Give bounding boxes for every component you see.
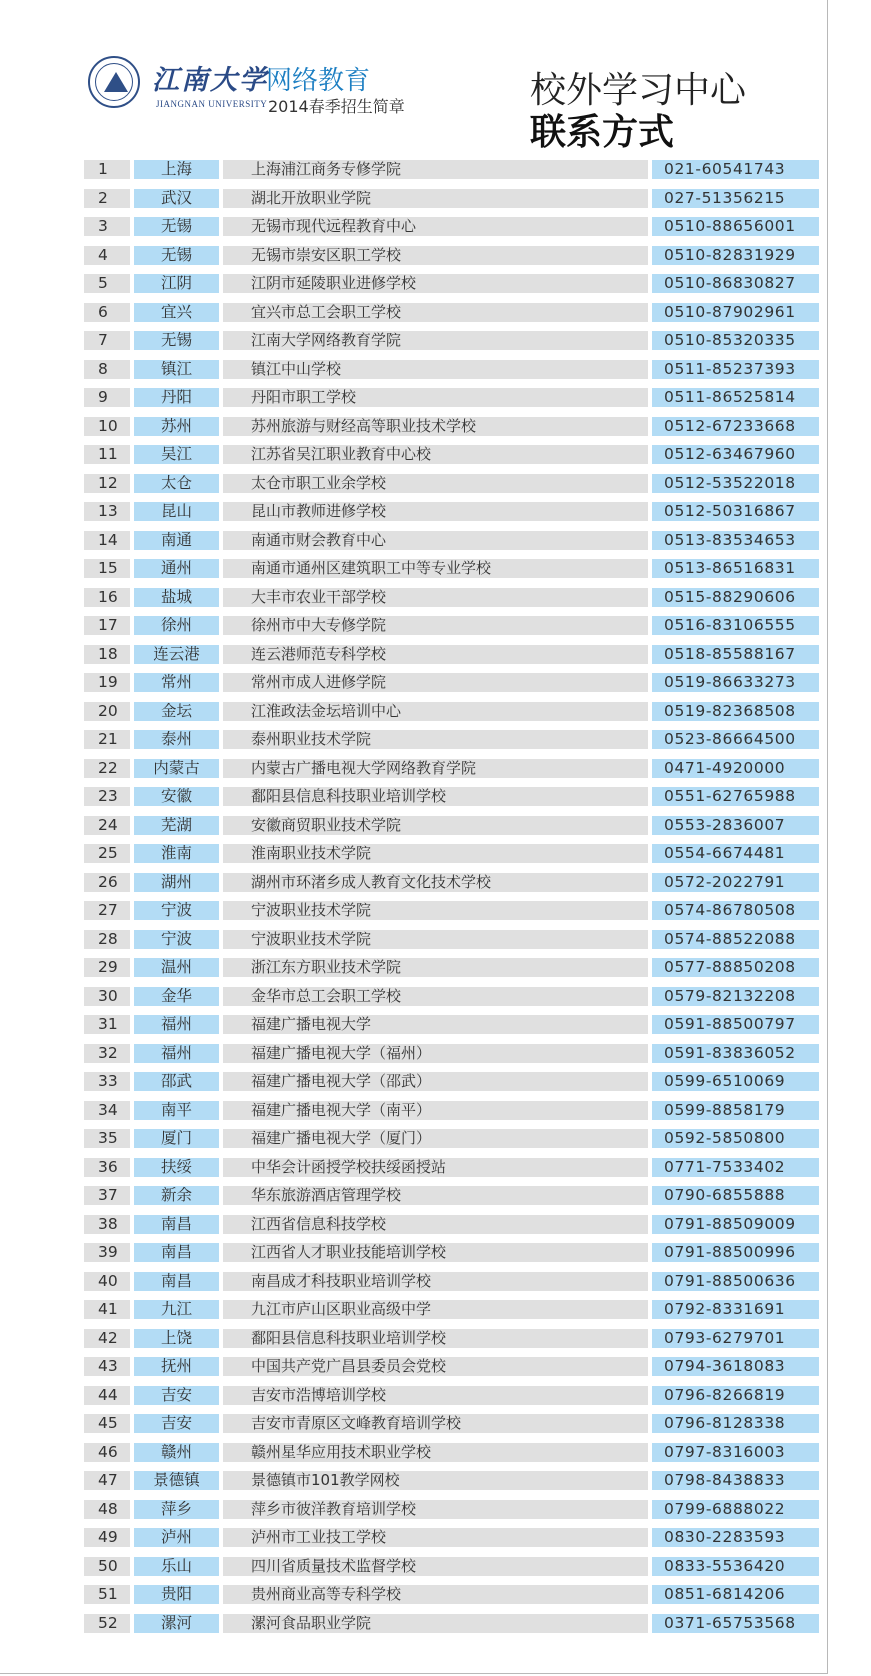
row-city: 吴江: [134, 445, 219, 464]
row-number: 49: [84, 1528, 130, 1547]
row-city: 盐城: [134, 588, 219, 607]
row-number: 35: [84, 1129, 130, 1148]
row-phone: 0519-82368508: [652, 702, 819, 721]
table-row: [84, 388, 796, 417]
table-row: [84, 730, 796, 759]
table-row: [84, 1043, 796, 1073]
table-row: [84, 1471, 786, 1500]
page-title: 校外学习中心: [530, 70, 747, 111]
row-school: 江西省人才职业技能培训学校: [223, 1243, 648, 1262]
row-school: 鄱阳县信息科技职业培训学校: [223, 787, 648, 806]
row-number: 29: [84, 958, 130, 977]
row-city: 泸州: [134, 1528, 219, 1547]
row-city: 乐山: [134, 1557, 219, 1576]
row-city: 宁波: [134, 901, 219, 920]
row-school: 连云港师范专科学校: [223, 645, 648, 664]
row-school: 江淮政法金坛培训中心: [223, 702, 648, 721]
table-row: [84, 872, 786, 902]
row-phone: 0797-8316003: [652, 1443, 819, 1462]
row-school: 大丰市农业干部学校: [223, 588, 648, 607]
row-school: 福建广播电视大学（南平）: [223, 1101, 648, 1120]
row-phone: 0519-86633273: [652, 673, 819, 692]
table-row: [84, 530, 796, 560]
row-school: 福建广播电视大学（厦门）: [223, 1129, 648, 1148]
row-phone: 0574-88522088: [652, 930, 819, 949]
table-row: [84, 302, 796, 332]
row-number: 32: [84, 1044, 130, 1063]
row-phone: 0599-8858179: [652, 1101, 819, 1120]
row-city: 吉安: [134, 1386, 219, 1405]
row-city: 上海: [134, 160, 219, 179]
row-city: 苏州: [134, 417, 219, 436]
row-phone: 0591-88500797: [652, 1015, 819, 1034]
row-school: 萍乡市彼洋教育培训学校: [223, 1500, 648, 1519]
row-phone: 0554-6674481: [652, 844, 819, 863]
row-school: 徐州市中大专修学院: [223, 616, 648, 635]
table-row: [84, 160, 786, 189]
row-city: 内蒙古: [134, 759, 219, 778]
row-city: 泰州: [134, 730, 219, 749]
row-phone: 0591-83836052: [652, 1044, 819, 1063]
row-city: 江阴: [134, 274, 219, 293]
row-number: 27: [84, 901, 130, 920]
row-phone: 0515-88290606: [652, 588, 819, 607]
row-phone: 0512-53522018: [652, 474, 819, 493]
row-phone: 0371-65753568: [652, 1614, 819, 1633]
row-city: 南通: [134, 531, 219, 550]
table-row: [84, 559, 796, 588]
row-city: 厦门: [134, 1129, 219, 1148]
row-city: 扶绥: [134, 1158, 219, 1177]
table-row: [84, 1357, 786, 1386]
row-school: 无锡市现代远程教育中心: [223, 217, 648, 236]
row-school: 昆山市教师进修学校: [223, 502, 648, 521]
row-school: 江阴市延陵职业进修学校: [223, 274, 648, 293]
table-row: [84, 787, 796, 816]
row-city: 无锡: [134, 217, 219, 236]
table-row: [84, 416, 796, 446]
row-city: 昆山: [134, 502, 219, 521]
row-phone: 0833-5536420: [652, 1557, 819, 1576]
row-phone: 0599-6510069: [652, 1072, 819, 1091]
row-school: 金华市总工会职工学校: [223, 987, 648, 1006]
row-city: 漯河: [134, 1614, 219, 1633]
row-phone: 0792-8331691: [652, 1300, 819, 1319]
row-phone: 0518-85588167: [652, 645, 819, 664]
table-row: [84, 1157, 786, 1187]
table-row: [84, 986, 796, 1016]
row-phone: 0791-88509009: [652, 1215, 819, 1234]
row-city: 九江: [134, 1300, 219, 1319]
row-phone: 0553-2836007: [652, 816, 819, 835]
row-school: 江南大学网络教育学院: [223, 331, 648, 350]
row-phone: 0790-6855888: [652, 1186, 819, 1205]
row-city: 新余: [134, 1186, 219, 1205]
table-row: [84, 359, 796, 389]
table-row: [84, 1129, 786, 1158]
row-phone: 0592-5850800: [652, 1129, 819, 1148]
row-phone: 0799-6888022: [652, 1500, 819, 1519]
table-row: [84, 1328, 786, 1358]
row-school: 漯河食品职业学院: [223, 1614, 648, 1633]
row-city: 南昌: [134, 1215, 219, 1234]
row-number: 42: [84, 1329, 130, 1348]
row-number: 41: [84, 1300, 130, 1319]
university-name-en: JIANGNAN UNIVERSITY: [156, 99, 268, 109]
row-school: 景德镇市101教学网校: [223, 1471, 648, 1490]
row-number: 48: [84, 1500, 130, 1519]
table-row: [84, 958, 796, 987]
row-number: 3: [84, 217, 130, 236]
row-number: 23: [84, 787, 130, 806]
row-phone: 0791-88500996: [652, 1243, 819, 1262]
row-number: 1: [84, 160, 130, 179]
row-number: 15: [84, 559, 130, 578]
row-number: 43: [84, 1357, 130, 1376]
row-number: 19: [84, 673, 130, 692]
row-city: 吉安: [134, 1414, 219, 1433]
row-number: 28: [84, 930, 130, 949]
row-phone: 0471-4920000: [652, 759, 819, 778]
row-city: 常州: [134, 673, 219, 692]
row-school: 南通市财会教育中心: [223, 531, 648, 550]
table-row: [84, 1528, 786, 1557]
row-school: 宁波职业技术学院: [223, 930, 648, 949]
row-number: 12: [84, 474, 130, 493]
table-row: [84, 274, 796, 303]
row-number: 44: [84, 1386, 130, 1405]
row-school: 华东旅游酒店管理学校: [223, 1186, 648, 1205]
row-phone: 0512-50316867: [652, 502, 819, 521]
row-school: 安徽商贸职业技术学院: [223, 816, 648, 835]
row-number: 24: [84, 816, 130, 835]
row-school: 福建广播电视大学（福州）: [223, 1044, 648, 1063]
row-number: 45: [84, 1414, 130, 1433]
row-number: 33: [84, 1072, 130, 1091]
row-phone: 0513-83534653: [652, 531, 819, 550]
row-number: 4: [84, 246, 130, 265]
row-school: 泰州职业技术学院: [223, 730, 648, 749]
contact-table: [84, 160, 796, 1642]
row-school: 贵州商业高等专科学校: [223, 1585, 648, 1604]
row-school: 宁波职业技术学院: [223, 901, 648, 920]
row-school: 浙江东方职业技术学院: [223, 958, 648, 977]
table-row: [84, 929, 796, 959]
row-number: 36: [84, 1158, 130, 1177]
row-school: 镇江中山学校: [223, 360, 648, 379]
table-row: [84, 587, 796, 617]
row-city: 福州: [134, 1044, 219, 1063]
row-phone: 0551-62765988: [652, 787, 819, 806]
row-city: 无锡: [134, 246, 219, 265]
row-phone: 0523-86664500: [652, 730, 819, 749]
row-city: 宜兴: [134, 303, 219, 322]
row-phone: 0796-8128338: [652, 1414, 819, 1433]
table-row: [84, 188, 786, 218]
table-row: [84, 1186, 786, 1215]
row-number: 26: [84, 873, 130, 892]
row-phone: 0512-63467960: [652, 445, 819, 464]
university-name-cn: 江南大学: [152, 65, 268, 96]
row-city: 抚州: [134, 1357, 219, 1376]
table-row: [84, 217, 796, 246]
row-number: 50: [84, 1557, 130, 1576]
row-school: 上海浦江商务专修学院: [223, 160, 648, 179]
table-row: [84, 1214, 796, 1244]
table-row: [84, 1243, 796, 1272]
table-row: [84, 1015, 796, 1044]
row-phone: 0510-87902961: [652, 303, 819, 322]
table-row: [84, 1613, 796, 1643]
division-title: 网络教育: [266, 66, 371, 96]
table-row: [84, 331, 796, 360]
row-number: 31: [84, 1015, 130, 1034]
row-number: 40: [84, 1272, 130, 1291]
row-school: 九江市庐山区职业高级中学: [223, 1300, 648, 1319]
row-school: 湖州市环渚乡成人教育文化技术学校: [223, 873, 648, 892]
row-school: 中华会计函授学校扶绥函授站: [223, 1158, 648, 1177]
row-city: 萍乡: [134, 1500, 219, 1519]
row-number: 20: [84, 702, 130, 721]
row-number: 51: [84, 1585, 130, 1604]
row-city: 金坛: [134, 702, 219, 721]
row-phone: 0510-86830827: [652, 274, 819, 293]
row-number: 7: [84, 331, 130, 350]
row-number: 5: [84, 274, 130, 293]
table-row: [84, 445, 796, 474]
row-school: 福建广播电视大学: [223, 1015, 648, 1034]
row-phone: 0511-85237393: [652, 360, 819, 379]
row-school: 苏州旅游与财经高等职业技术学校: [223, 417, 648, 436]
row-phone: 0516-83106555: [652, 616, 819, 635]
row-number: 25: [84, 844, 130, 863]
row-city: 景德镇: [134, 1471, 219, 1490]
table-row: [84, 673, 796, 702]
row-school: 福建广播电视大学（邵武）: [223, 1072, 648, 1091]
row-phone: 0574-86780508: [652, 901, 819, 920]
row-number: 34: [84, 1101, 130, 1120]
row-school: 吉安市浩博培训学校: [223, 1386, 648, 1405]
row-phone: 0830-2283593: [652, 1528, 819, 1547]
row-city: 赣州: [134, 1443, 219, 1462]
row-number: 11: [84, 445, 130, 464]
row-phone: 021-60541743: [652, 160, 819, 179]
row-number: 18: [84, 645, 130, 664]
row-school: 南昌成才科技职业培训学校: [223, 1272, 648, 1291]
row-city: 连云港: [134, 645, 219, 664]
table-row: [84, 1385, 786, 1415]
row-school: 常州市成人进修学院: [223, 673, 648, 692]
row-school: 四川省质量技术监督学校: [223, 1557, 648, 1576]
row-phone: 0851-6814206: [652, 1585, 819, 1604]
table-row: [84, 1072, 786, 1101]
row-phone: 027-51356215: [652, 189, 819, 208]
table-row: [84, 644, 796, 674]
row-number: 2: [84, 189, 130, 208]
row-city: 无锡: [134, 331, 219, 350]
table-row: [84, 815, 786, 845]
row-school: 江西省信息科技学校: [223, 1215, 648, 1234]
university-emblem-icon: [88, 56, 140, 108]
row-city: 徐州: [134, 616, 219, 635]
row-city: 太仓: [134, 474, 219, 493]
row-city: 宁波: [134, 930, 219, 949]
row-city: 湖州: [134, 873, 219, 892]
row-phone: 0796-8266819: [652, 1386, 819, 1405]
row-school: 太仓市职工业余学校: [223, 474, 648, 493]
row-phone: 0791-88500636: [652, 1272, 819, 1291]
row-school: 南通市通州区建筑职工中等专业学校: [223, 559, 648, 578]
row-phone: 0512-67233668: [652, 417, 819, 436]
row-phone: 0510-82831929: [652, 246, 819, 265]
row-number: 6: [84, 303, 130, 322]
row-city: 金华: [134, 987, 219, 1006]
header: [0, 0, 828, 153]
row-city: 芜湖: [134, 816, 219, 835]
row-phone: 0572-2022791: [652, 873, 819, 892]
row-city: 福州: [134, 1015, 219, 1034]
page-subtitle: 联系方式: [530, 112, 675, 153]
row-city: 通州: [134, 559, 219, 578]
row-phone: 0511-86525814: [652, 388, 819, 407]
row-city: 淮南: [134, 844, 219, 863]
row-school: 江苏省吴江职业教育中心校: [223, 445, 648, 464]
table-row: [84, 1271, 796, 1301]
row-number: 38: [84, 1215, 130, 1234]
row-phone: 0579-82132208: [652, 987, 819, 1006]
table-row: [84, 758, 786, 788]
row-number: 52: [84, 1614, 130, 1633]
row-school: 吉安市青原区文峰教育培训学校: [223, 1414, 648, 1433]
row-school: 中国共产党广昌县委员会党校: [223, 1357, 648, 1376]
row-number: 21: [84, 730, 130, 749]
row-city: 武汉: [134, 189, 219, 208]
row-school: 宜兴市总工会职工学校: [223, 303, 648, 322]
table-row: [84, 844, 786, 873]
table-row: [84, 1442, 786, 1472]
row-number: 9: [84, 388, 130, 407]
row-school: 内蒙古广播电视大学网络教育学院: [223, 759, 648, 778]
row-number: 10: [84, 417, 130, 436]
row-school: 丹阳市职工学校: [223, 388, 648, 407]
row-phone: 0794-3618083: [652, 1357, 819, 1376]
row-number: 14: [84, 531, 130, 550]
row-number: 8: [84, 360, 130, 379]
row-city: 镇江: [134, 360, 219, 379]
row-phone: 0510-85320335: [652, 331, 819, 350]
row-school: 无锡市崇安区职工学校: [223, 246, 648, 265]
row-number: 47: [84, 1471, 130, 1490]
row-city: 南昌: [134, 1243, 219, 1262]
row-city: 上饶: [134, 1329, 219, 1348]
division-subtitle: 2014春季招生简章: [268, 97, 405, 116]
table-row: [84, 901, 796, 930]
row-phone: 0793-6279701: [652, 1329, 819, 1348]
row-phone: 0513-86516831: [652, 559, 819, 578]
row-number: 22: [84, 759, 130, 778]
row-phone: 0510-88656001: [652, 217, 819, 236]
row-city: 安徽: [134, 787, 219, 806]
row-city: 南平: [134, 1101, 219, 1120]
table-row: [84, 502, 796, 531]
row-phone: 0577-88850208: [652, 958, 819, 977]
row-number: 30: [84, 987, 130, 1006]
table-row: [84, 1556, 786, 1586]
row-city: 丹阳: [134, 388, 219, 407]
row-number: 16: [84, 588, 130, 607]
row-city: 贵阳: [134, 1585, 219, 1604]
row-number: 39: [84, 1243, 130, 1262]
row-number: 17: [84, 616, 130, 635]
row-city: 南昌: [134, 1272, 219, 1291]
row-city: 温州: [134, 958, 219, 977]
table-row: [84, 1499, 786, 1529]
table-row: [84, 1414, 786, 1443]
row-number: 37: [84, 1186, 130, 1205]
table-row: [84, 245, 796, 275]
row-school: 湖北开放职业学院: [223, 189, 648, 208]
row-phone: 0798-8438833: [652, 1471, 819, 1490]
row-number: 13: [84, 502, 130, 521]
row-school: 鄱阳县信息科技职业培训学校: [223, 1329, 648, 1348]
row-school: 淮南职业技术学院: [223, 844, 648, 863]
row-school: 赣州星华应用技术职业学校: [223, 1443, 648, 1462]
row-number: 46: [84, 1443, 130, 1462]
row-school: 泸州市工业技工学校: [223, 1528, 648, 1547]
table-row: [84, 616, 796, 645]
row-city: 邵武: [134, 1072, 219, 1091]
table-row: [84, 1300, 786, 1329]
table-row: [84, 1585, 786, 1614]
table-row: [84, 473, 796, 503]
table-row: [84, 1100, 786, 1130]
table-row: [84, 701, 796, 731]
row-phone: 0771-7533402: [652, 1158, 819, 1177]
